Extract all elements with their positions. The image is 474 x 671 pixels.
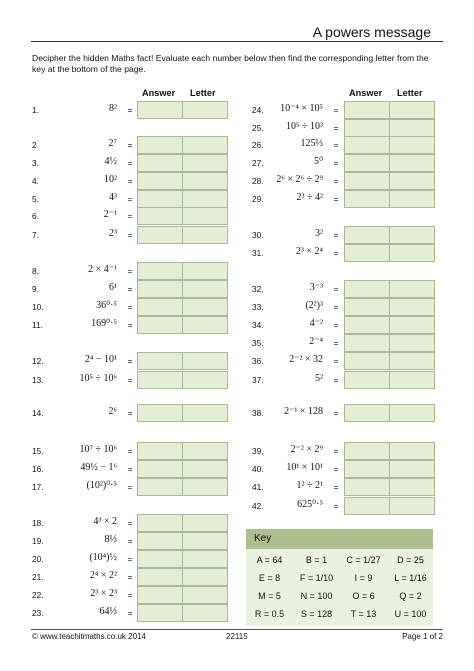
answer-box[interactable] <box>344 352 390 370</box>
letter-box[interactable] <box>389 154 435 172</box>
key-entry: N = 100 <box>300 591 333 601</box>
question-expression: 36⁰·⁵ <box>96 300 117 311</box>
answer-box[interactable] <box>137 604 183 622</box>
question-number: 3. <box>32 158 39 168</box>
letter-box[interactable] <box>182 190 228 208</box>
question-number: 5. <box>32 194 39 204</box>
equals-sign: = <box>333 356 339 366</box>
letter-box[interactable] <box>182 101 228 119</box>
question-number: 1. <box>32 105 39 115</box>
letter-box[interactable] <box>389 497 435 515</box>
equals-sign: = <box>333 230 339 240</box>
question-expression: 2 × 4⁻¹ <box>88 264 117 275</box>
equals-sign: = <box>333 194 339 204</box>
key-entry: A = 64 <box>256 555 283 565</box>
letter-box[interactable] <box>389 478 435 496</box>
question-number: 23. <box>32 608 44 618</box>
equals-sign: = <box>127 284 133 294</box>
equals-sign: = <box>127 176 133 186</box>
equals-sign: = <box>127 356 133 366</box>
footer-rule <box>31 629 443 630</box>
answer-box[interactable] <box>137 532 183 550</box>
question-expression: 10⁷ ÷ 10⁶ <box>79 444 117 455</box>
letter-box[interactable] <box>182 226 228 244</box>
equals-sign: = <box>127 408 133 418</box>
letter-box[interactable] <box>389 298 435 316</box>
question-expression: 2⁶ × 2⁶ ÷ 2⁹ <box>276 174 323 185</box>
question-number: 16. <box>32 464 44 474</box>
letter-box[interactable] <box>389 316 435 334</box>
key-entry: C = 1/27 <box>346 555 381 565</box>
question-expression: 2⁴ × 2² <box>89 570 117 581</box>
answer-box[interactable] <box>137 262 183 280</box>
answer-box[interactable] <box>344 190 390 208</box>
equals-sign: = <box>127 105 133 115</box>
letter-box[interactable] <box>182 172 228 190</box>
equals-sign: = <box>333 284 339 294</box>
question-expression: 2³ × 2⁴ <box>295 246 323 257</box>
equals-sign: = <box>333 338 339 348</box>
answer-box[interactable] <box>137 172 183 190</box>
equals-sign: = <box>127 375 133 385</box>
answer-box[interactable] <box>137 478 183 496</box>
answer-box[interactable] <box>344 478 390 496</box>
answer-box[interactable] <box>137 154 183 172</box>
equals-sign: = <box>127 590 133 600</box>
question-expression: 2⁻¹ <box>103 209 117 220</box>
key-title: Key <box>254 533 272 544</box>
question-number: 11. <box>32 320 43 330</box>
question-number: 18. <box>32 518 44 528</box>
question-number: 34. <box>252 320 264 330</box>
footer-page: Page 1 of 2 <box>402 632 443 641</box>
letter-box[interactable] <box>182 550 228 568</box>
key-entry: Q = 2 <box>399 591 422 601</box>
equals-sign: = <box>127 608 133 618</box>
answer-box[interactable] <box>137 280 183 298</box>
question-number: 20. <box>32 554 44 564</box>
answer-box[interactable] <box>137 568 183 586</box>
key-entry: D = 25 <box>397 555 424 565</box>
question-expression: 2⁻² × 32 <box>289 354 323 365</box>
key-entry: R = 0.5 <box>254 609 285 619</box>
key-entry: T = 13 <box>350 609 377 619</box>
equals-sign: = <box>333 248 339 258</box>
answer-box[interactable] <box>137 207 183 225</box>
question-expression: 2⁴ − 10¹ <box>84 354 117 365</box>
letter-box[interactable] <box>389 460 435 478</box>
equals-sign: = <box>333 446 339 456</box>
letter-box[interactable] <box>182 532 228 550</box>
question-number: 40. <box>252 464 264 474</box>
equals-sign: = <box>333 302 339 312</box>
key-entry: E = 8 <box>258 573 281 583</box>
answer-box[interactable] <box>344 244 390 262</box>
letter-box[interactable] <box>389 190 435 208</box>
letter-box[interactable] <box>389 371 435 389</box>
equals-sign: = <box>127 302 133 312</box>
question-expression: 1² ÷ 2¹ <box>296 480 323 491</box>
question-expression: 64⅓ <box>99 606 117 617</box>
answer-box[interactable] <box>344 280 390 298</box>
answer-box[interactable] <box>137 101 183 119</box>
key-entry: F = 1/10 <box>299 573 334 583</box>
answer-header-right: Answer <box>349 88 383 98</box>
equals-sign: = <box>127 140 133 150</box>
question-expression: 8² <box>109 103 117 114</box>
question-number: 13. <box>32 375 44 385</box>
equals-sign: = <box>333 408 339 418</box>
answer-box[interactable] <box>344 298 390 316</box>
question-expression: 625⁰·⁵ <box>297 499 323 510</box>
question-number: 31. <box>252 248 264 258</box>
answer-box[interactable] <box>137 190 183 208</box>
question-number: 38. <box>252 408 264 418</box>
question-number: 35. <box>252 338 264 348</box>
letter-box[interactable] <box>389 352 435 370</box>
key-entry: B = 1 <box>305 555 328 565</box>
question-expression: 2³ <box>109 228 117 239</box>
letter-box[interactable] <box>389 226 435 244</box>
question-expression: 4³ <box>109 192 117 203</box>
letter-box[interactable] <box>182 352 228 370</box>
equals-sign: = <box>333 105 339 115</box>
answer-box[interactable] <box>344 460 390 478</box>
question-expression: 2⁻² × 2⁹ <box>290 444 323 455</box>
equals-sign: = <box>127 554 133 564</box>
answer-box[interactable] <box>344 371 390 389</box>
letter-box[interactable] <box>182 586 228 604</box>
answer-box[interactable] <box>344 404 390 422</box>
answer-box[interactable] <box>137 352 183 370</box>
question-expression: 2³ × 2³ <box>90 588 117 599</box>
letter-box[interactable] <box>182 207 228 225</box>
question-number: 24. <box>252 105 264 115</box>
answer-box[interactable] <box>137 460 183 478</box>
title-rule <box>31 41 443 42</box>
question-expression: 4³ × 2 <box>93 516 117 527</box>
question-expression: 5² <box>315 373 323 384</box>
answer-box[interactable] <box>137 136 183 154</box>
answer-box[interactable] <box>137 316 183 334</box>
equals-sign: = <box>127 211 133 221</box>
equals-sign: = <box>127 482 133 492</box>
answer-box[interactable] <box>137 514 183 532</box>
question-expression: 10⁻⁴ × 10⁵ <box>280 103 323 114</box>
letter-box[interactable] <box>182 136 228 154</box>
question-number: 6. <box>32 211 39 221</box>
letter-box[interactable] <box>389 172 435 190</box>
equals-sign: = <box>333 375 339 385</box>
question-number: 12. <box>32 356 44 366</box>
answer-box[interactable] <box>344 154 390 172</box>
question-number: 33. <box>252 302 264 312</box>
answer-box[interactable] <box>137 226 183 244</box>
question-number: 30. <box>252 230 264 240</box>
equals-sign: = <box>333 176 339 186</box>
letter-box[interactable] <box>389 136 435 154</box>
letter-box[interactable] <box>182 280 228 298</box>
answer-box[interactable] <box>137 586 183 604</box>
question-expression: 10⁵ ÷ 10⁶ <box>79 373 117 384</box>
letter-box[interactable] <box>182 316 228 334</box>
answer-header-left: Answer <box>142 88 176 98</box>
equals-sign: = <box>127 194 133 204</box>
letter-box[interactable] <box>182 371 228 389</box>
question-expression: 169⁰·⁵ <box>91 318 117 329</box>
question-number: 27. <box>252 158 264 168</box>
answer-box[interactable] <box>344 136 390 154</box>
equals-sign: = <box>333 482 339 492</box>
letter-box[interactable] <box>389 119 435 137</box>
question-number: 19. <box>32 536 44 546</box>
letter-box[interactable] <box>182 154 228 172</box>
answer-box[interactable] <box>137 442 183 460</box>
answer-box[interactable] <box>344 101 390 119</box>
question-number: 42. <box>252 501 264 511</box>
question-expression: 3² <box>315 228 323 239</box>
equals-sign: = <box>127 518 133 528</box>
question-expression: 2⁷ <box>108 138 117 149</box>
answer-box[interactable] <box>344 442 390 460</box>
letter-box[interactable] <box>182 514 228 532</box>
equals-sign: = <box>333 140 339 150</box>
answer-box[interactable] <box>344 226 390 244</box>
question-expression: (10²)⁰·⁵ <box>86 480 117 491</box>
equals-sign: = <box>127 266 133 276</box>
question-number: 10. <box>32 302 44 312</box>
question-number: 2 <box>32 140 37 150</box>
question-expression: 3⁻³ <box>309 282 323 293</box>
letter-box[interactable] <box>389 404 435 422</box>
question-expression: 2⁻¹ × 128 <box>284 406 323 417</box>
letter-box[interactable] <box>182 478 228 496</box>
answer-box[interactable] <box>344 334 390 352</box>
question-number: 36. <box>252 356 264 366</box>
key-header-bar <box>246 529 433 549</box>
question-expression: 2⁻⁴ <box>309 336 323 347</box>
instructions: Decipher the hidden Maths fact! Evaluate each number below then find the corresponding letter from the key at the bottom of the page. <box>32 53 429 74</box>
footer-copyright: © www.teachitmaths.co.uk 2014 <box>32 632 146 641</box>
question-number: 15. <box>32 446 44 456</box>
question-number: 8. <box>32 266 39 276</box>
equals-sign: = <box>333 158 339 168</box>
answer-box[interactable] <box>344 119 390 137</box>
question-expression: (10⁴)½ <box>89 552 117 563</box>
equals-sign: = <box>333 123 339 133</box>
key-entry: O = 6 <box>352 591 375 601</box>
question-expression: 5⁰ <box>313 156 323 167</box>
key-entry: M = 5 <box>258 591 281 601</box>
letter-header-right: Letter <box>397 88 423 98</box>
question-number: 17. <box>32 482 44 492</box>
equals-sign: = <box>333 464 339 474</box>
letter-box[interactable] <box>182 298 228 316</box>
question-number: 22. <box>32 590 44 600</box>
question-expression: 2⁶ <box>108 406 117 417</box>
question-number: 21. <box>32 572 44 582</box>
answer-box[interactable] <box>344 497 390 515</box>
equals-sign: = <box>333 320 339 330</box>
equals-sign: = <box>127 158 133 168</box>
equals-sign: = <box>127 536 133 546</box>
footer-code: 22115 <box>226 632 248 641</box>
equals-sign: = <box>333 501 339 511</box>
question-expression: 8⅓ <box>104 534 117 545</box>
key-entry: S = 128 <box>300 609 333 619</box>
letter-box[interactable] <box>389 280 435 298</box>
question-expression: 125⅓ <box>300 138 323 149</box>
letter-box[interactable] <box>182 568 228 586</box>
question-expression: 4⁻² <box>309 318 323 329</box>
question-number: 32. <box>252 284 264 294</box>
question-number: 26. <box>252 140 264 150</box>
question-number: 39. <box>252 446 264 456</box>
letter-box[interactable] <box>182 460 228 478</box>
letter-box[interactable] <box>182 604 228 622</box>
letter-box[interactable] <box>389 101 435 119</box>
question-expression: 6¹ <box>109 282 117 293</box>
answer-box[interactable] <box>137 298 183 316</box>
answer-box[interactable] <box>137 371 183 389</box>
question-number: 9. <box>32 284 39 294</box>
letter-box[interactable] <box>389 244 435 262</box>
letter-box[interactable] <box>182 442 228 460</box>
letter-box[interactable] <box>182 262 228 280</box>
answer-box[interactable] <box>344 316 390 334</box>
equals-sign: = <box>127 320 133 330</box>
question-number: 28. <box>252 176 264 186</box>
question-number: 29. <box>252 194 264 204</box>
question-number: 14. <box>32 408 44 418</box>
question-expression: 49½ − 1⁶ <box>80 462 117 473</box>
key-entry: L = 1/16 <box>394 573 427 583</box>
letter-box[interactable] <box>182 404 228 422</box>
equals-sign: = <box>127 464 133 474</box>
page-title: A powers message <box>312 24 431 40</box>
question-expression: 2³ ÷ 4² <box>296 192 323 203</box>
equals-sign: = <box>127 572 133 582</box>
answer-box[interactable] <box>344 172 390 190</box>
question-expression: (2²)³ <box>305 300 323 311</box>
letter-box[interactable] <box>389 442 435 460</box>
question-expression: 10² <box>104 174 117 185</box>
answer-box[interactable] <box>137 404 183 422</box>
key-entry: I = 9 <box>354 573 373 583</box>
question-expression: 10⁵ ÷ 10³ <box>286 121 323 132</box>
equals-sign: = <box>127 446 133 456</box>
answer-box[interactable] <box>137 550 183 568</box>
equals-sign: = <box>127 230 133 240</box>
letter-box[interactable] <box>389 334 435 352</box>
letter-header-left: Letter <box>190 88 216 98</box>
question-number: 7. <box>32 230 39 240</box>
question-number: 37. <box>252 375 264 385</box>
question-expression: 10¹ × 10¹ <box>286 462 323 473</box>
key-entry: U = 100 <box>394 609 427 619</box>
question-number: 41. <box>252 482 264 492</box>
question-expression: 4½ <box>104 156 117 167</box>
question-number: 4. <box>32 176 39 186</box>
question-number: 25. <box>252 123 264 133</box>
